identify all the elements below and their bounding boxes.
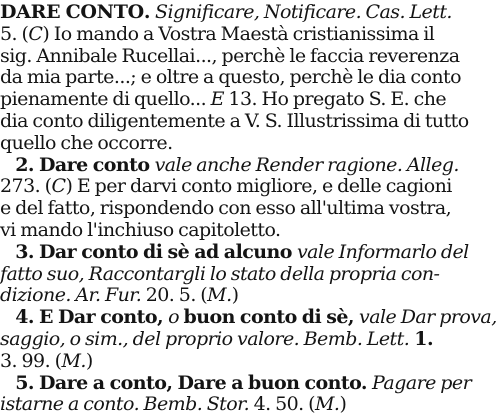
text-line bbox=[0, 175, 452, 197]
text-segment: fatto suo, Raccontargli lo stato della propria con- bbox=[0, 262, 440, 285]
text-segment: sig. Annibale Rucellai..., perchè le faccia reverenza bbox=[0, 44, 460, 67]
text-segment: vale Dar prova, bbox=[359, 306, 497, 329]
text-segment: M. bbox=[61, 349, 86, 372]
text-segment: Significare, Notificare. Cas. Lett. bbox=[154, 1, 452, 23]
text-segment: 3. 99. ( bbox=[0, 349, 62, 372]
text-line bbox=[0, 306, 497, 328]
text-line bbox=[0, 372, 471, 394]
text-segment: DARE CONTO bbox=[0, 1, 144, 23]
text-segment: 4. E Dar conto, bbox=[0, 306, 169, 329]
text-segment: . bbox=[143, 1, 155, 23]
text-segment: 2. Dare conto bbox=[0, 153, 155, 176]
text-line bbox=[0, 88, 446, 110]
text-segment: istarne a conto. Bemb. Stor. bbox=[0, 393, 250, 415]
text-segment: 273. ( bbox=[0, 175, 52, 198]
text-line bbox=[0, 197, 451, 219]
text-line bbox=[0, 132, 173, 154]
text-segment: M. bbox=[315, 393, 340, 415]
text-segment: dizione. Ar. Fur. bbox=[0, 284, 142, 307]
text-line bbox=[0, 263, 439, 285]
text-segment: vale anche Render ragione. Alleg. bbox=[154, 153, 459, 176]
text-segment: o bbox=[168, 306, 184, 329]
text-segment: Pagare per bbox=[372, 371, 472, 394]
text-line bbox=[0, 219, 281, 241]
text-segment: 20. 5. ( bbox=[141, 284, 208, 307]
text-segment: pienamente di quello... bbox=[0, 88, 211, 111]
text-segment: ) E per darvi conto migliore, e delle cagioni bbox=[65, 175, 452, 198]
text-line bbox=[0, 45, 460, 67]
text-segment: e del fatto, rispondendo con esso all'ultima vostra, bbox=[0, 197, 452, 220]
text-segment: ) bbox=[231, 284, 239, 307]
text-segment: dia conto diligentemente a V. S. Illustrissima di tutto bbox=[0, 110, 469, 132]
text-segment: C bbox=[28, 22, 43, 45]
text-segment: ) Io mando a Vostra Maestà cristianissima il bbox=[42, 22, 435, 45]
text-line bbox=[0, 393, 346, 415]
text-line bbox=[0, 23, 434, 45]
text-segment: 13. Ho pregato S. E. che bbox=[223, 88, 447, 111]
text-segment: vi mando l'inchiuso capitoletto. bbox=[0, 219, 281, 241]
text-line bbox=[0, 328, 433, 350]
text-segment: 1. bbox=[409, 328, 434, 350]
text-line bbox=[0, 66, 461, 88]
text-segment: 5. ( bbox=[0, 22, 29, 45]
text-segment: M. bbox=[207, 284, 232, 307]
text-segment: buon conto di sè, bbox=[183, 306, 360, 329]
text-segment: 5. Dare a conto, Dare a buon conto. bbox=[0, 371, 373, 394]
text-segment: ) bbox=[339, 393, 347, 415]
text-line bbox=[0, 154, 459, 176]
text-segment: da mia parte...; e oltre a questo, perchè le dia conto bbox=[0, 66, 462, 89]
text-segment: ) bbox=[85, 349, 93, 372]
text-segment: 3. Dar conto di sè ad alcuno bbox=[0, 240, 297, 263]
text-line bbox=[0, 1, 452, 23]
text-line bbox=[0, 241, 469, 263]
text-segment: C bbox=[51, 175, 66, 198]
text-line bbox=[0, 350, 93, 372]
text-segment: E bbox=[210, 88, 224, 111]
text-line bbox=[0, 284, 238, 306]
text-segment: quello che occorre. bbox=[0, 131, 173, 154]
text-segment: 4. 50. ( bbox=[249, 393, 316, 415]
text-segment: saggio, o sim., del proprio valore. Bemb. Lett. bbox=[0, 328, 410, 350]
text-line bbox=[0, 110, 469, 132]
text-segment: vale Informarlo del bbox=[296, 240, 469, 263]
